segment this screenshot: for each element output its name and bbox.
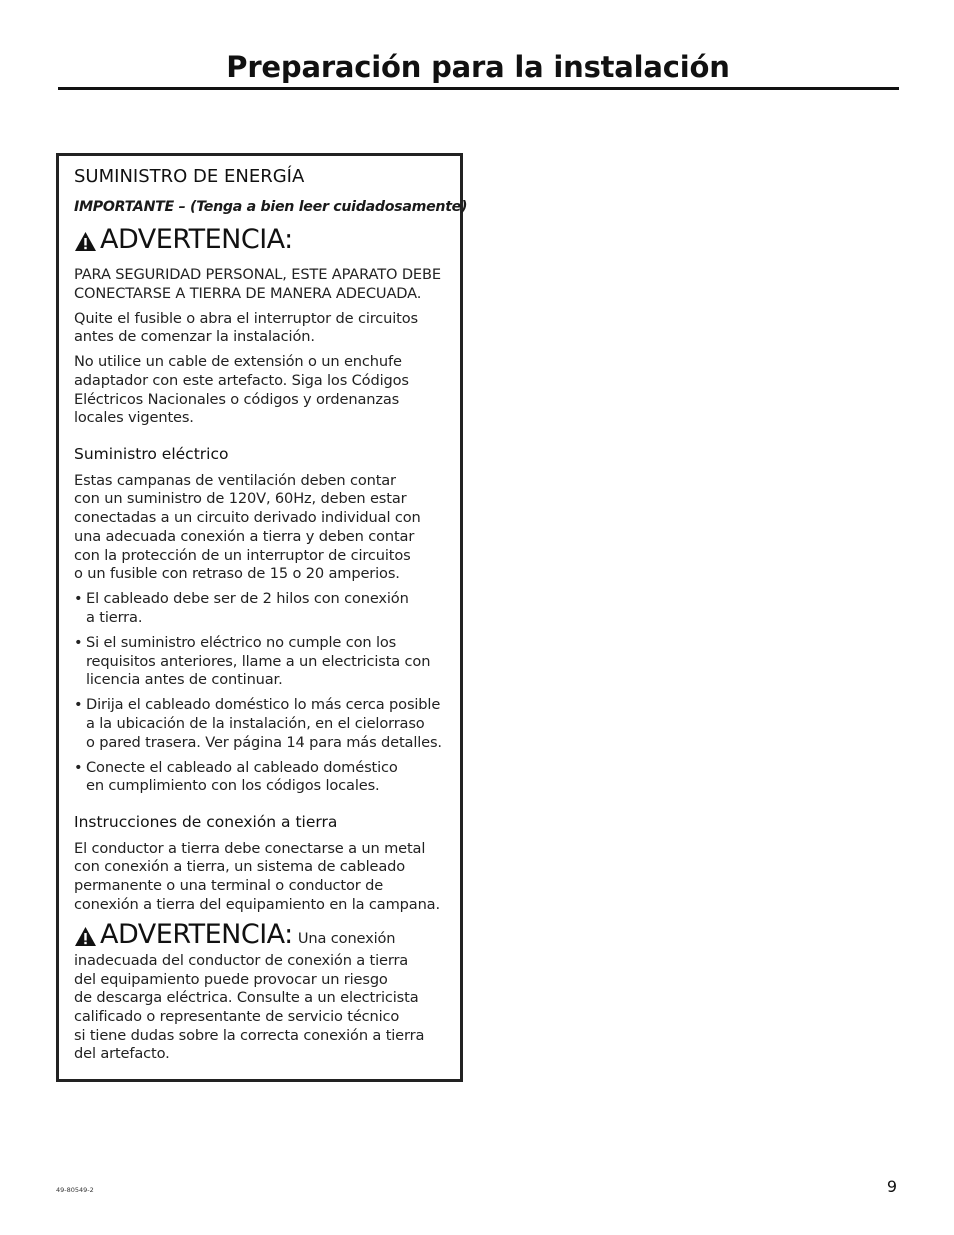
page-number: 9 xyxy=(886,1177,897,1196)
warning-text-line: calificado o representante de servicio técnico xyxy=(74,1008,400,1025)
warning-text-line: PARA SEGURIDAD PERSONAL, ESTE APARATO DEBE xyxy=(74,266,441,283)
warning-text-line: locales vigentes. xyxy=(74,409,194,426)
bullet-line: o pared trasera. Ver página 14 para más detalles. xyxy=(86,734,442,751)
warning-text-line: inadecuada del conductor de conexión a tierra xyxy=(74,952,409,969)
warning-text-line: antes de comenzar la instalación. xyxy=(74,328,315,345)
warning-text-line: del artefacto. xyxy=(74,1045,170,1062)
warning-label: ADVERTENCIA: xyxy=(100,919,293,950)
warning-label: ADVERTENCIA: xyxy=(100,224,293,255)
bullet-line: Si el suministro eléctrico no cumple con los xyxy=(86,634,397,651)
paragraph-line: El conductor a tierra debe conectarse a un metal xyxy=(74,840,426,857)
warning-triangle-icon xyxy=(74,231,97,252)
bullet-line: El cableado debe ser de 2 hilos con conexión xyxy=(86,590,409,607)
bullet-marker: • xyxy=(74,759,83,776)
section-title: SUMINISTRO DE ENERGÍA xyxy=(74,166,305,187)
bullet-marker: • xyxy=(74,696,83,713)
warning-text-line: No utilice un cable de extensión o un enchufe xyxy=(74,353,402,370)
paragraph-line: conectadas a un circuito derivado individual con xyxy=(74,509,421,526)
inline-warning xyxy=(100,919,395,950)
warning-triangle-icon xyxy=(74,926,97,947)
page-title: Preparación para la instalación xyxy=(226,50,730,84)
bullet-line: licencia antes de continuar. xyxy=(86,671,283,688)
document-number: 49-80549-2 xyxy=(56,1186,94,1194)
paragraph-line: con conexión a tierra, un sistema de cableado xyxy=(74,858,406,875)
warning-text-line: Eléctricos Nacionales o códigos y ordenanzas xyxy=(74,391,400,408)
warning-text-line: del equipamiento puede provocar un riesgo xyxy=(74,971,388,988)
bullet-marker: • xyxy=(74,590,83,607)
paragraph-line: con la protección de un interruptor de circuitos xyxy=(74,547,411,564)
important-note: IMPORTANTE – (Tenga a bien leer cuidadosamente) xyxy=(74,199,468,215)
paragraph-line: conexión a tierra del equipamiento en la campana. xyxy=(74,896,440,913)
warning-text-line: adaptador con este artefacto. Siga los Códigos xyxy=(74,372,409,389)
title-divider xyxy=(58,87,899,90)
bullet-line: Conecte el cableado al cableado doméstico xyxy=(86,759,398,776)
warning-text-line: Quite el fusible o abra el interruptor de circuitos xyxy=(74,310,418,327)
warning-text-line: CONECTARSE A TIERRA DE MANERA ADECUADA. xyxy=(74,285,422,302)
warning-text-line: Una conexión xyxy=(297,930,396,947)
paragraph-line: o un fusible con retraso de 15 o 20 amperios. xyxy=(74,565,400,582)
warning-text-line: si tiene dudas sobre la correcta conexión a tierra xyxy=(74,1027,425,1044)
paragraph-line: Estas campanas de ventilación deben contar xyxy=(74,472,396,489)
electrical-supply-heading: Suministro eléctrico xyxy=(74,445,229,463)
grounding-heading: Instrucciones de conexión a tierra xyxy=(74,813,338,831)
bullet-marker: • xyxy=(74,634,83,651)
power-supply-box xyxy=(56,153,468,1082)
bullet-line: en cumplimiento con los códigos locales. xyxy=(86,777,380,794)
bullet-line: a la ubicación de la instalación, en el cielorraso xyxy=(86,715,425,732)
bullet-line: a tierra. xyxy=(86,609,143,626)
warning-text-line: de descarga eléctrica. Consulte a un electricista xyxy=(74,989,419,1006)
paragraph-line: una adecuada conexión a tierra y deben contar xyxy=(74,528,415,545)
paragraph-line: permanente o una terminal o conductor de xyxy=(74,877,384,894)
bullet-line: requisitos anteriores, llame a un electricista con xyxy=(86,653,431,670)
paragraph-line: con un suministro de 120V, 60Hz, deben estar xyxy=(74,490,407,507)
bullet-line: Dirija el cableado doméstico lo más cerca posible xyxy=(86,696,441,713)
